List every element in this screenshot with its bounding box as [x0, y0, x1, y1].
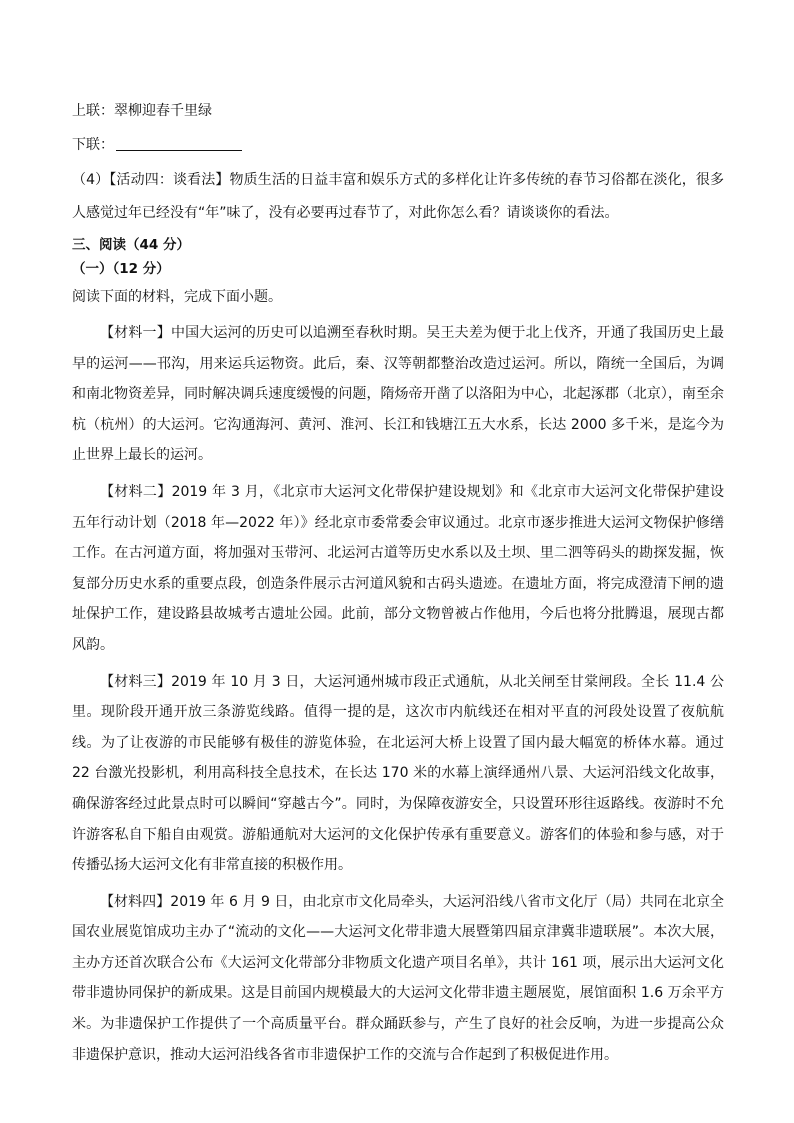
answer-blank[interactable]	[116, 136, 242, 151]
section-instruction: 阅读下面的材料，完成下面小题。	[72, 289, 282, 305]
material-three	[72, 667, 724, 881]
activity-four	[72, 164, 724, 230]
material-two-label: 【材料二】	[100, 483, 172, 500]
section-title: 三、阅读（44 分）	[72, 237, 190, 253]
material-two	[72, 477, 724, 661]
activity-four-text: 物质生活的日益丰富和娱乐方式的多样化让许多传统的春节习俗都在淡化，很多人感觉过年已经没有“年”味了，没有必要再过春节了，对此你怎么看？请谈谈你的看法。	[72, 172, 724, 221]
section-subtitle: （一）（12 分）	[72, 261, 170, 277]
couplet-lower	[72, 132, 724, 158]
couplet-upper: 上联：翠柳迎春千里绿	[72, 103, 212, 119]
material-two-text: 2019 年 3 月，《北京市大运河文化带保护建设规划》和《北京市大运河文化带保护建设五年行动计划（2018 年—2022 年）》经北京市委常委会审议通过。北京市逐步推进大运河文物保护修缮工作。在古河道方面，将加强对玉带河、北运河古道等历史水系以及土坝、里二泗等码头的勘探发掘，恢复部分历史水系的重要点段，创造条件展示古河道风貌和古码头遗迹。在遗址方面，将完成澄清下闸的遗址保护工作，建设路县故城考古遗址公园。此前，部分文物曾被占作他用，今后也将分批腾退，展现古都风韵。	[72, 483, 724, 653]
material-four	[72, 887, 724, 1071]
material-one-label: 【材料一】	[100, 325, 171, 341]
activity-four-label: （4）【活动四：谈看法】	[72, 172, 230, 188]
material-one	[72, 318, 724, 471]
material-three-text: 2019 年 10 月 3 日，大运河通州城市段正式通航，从北关闸至甘棠闸段。全长 11.4 公里。现阶段开通开放三条游览线路。值得一提的是，这次市内航线还在相对平直的河段处设置了夜航航线。为了让夜游的市民能够有极佳的游览体验，在北运河大桥上设置了国内最大幅宽的桥体水幕。通过 22 台激光投影机，利用高科技全息技术，在长达 170 米的水幕上演绎通州八景、大运河沿线文化故事，确保游客经过此景点时可以瞬间“穿越古今”。同时，为保障夜游安全，只设置环形往返路线。夜游时不允许游客私自下船自由观赏。游船通航对大运河的文化保护传承有重要意义。游客们的体验和参与感，对于传播弘扬大运河文化有非常直接的积极作用。	[72, 673, 724, 874]
material-one-text: 中国大运河的历史可以追溯至春秋时期。吴王夫差为便于北上伐齐，开通了我国历史上最早的运河——邗沟，用来运兵运物资。此后，秦、汉等朝都整治改造过运河。所以，隋统一全国后，为调和南北物资差异，同时解决调兵速度缓慢的问题，隋炀帝开凿了以洛阳为中心，北起涿郡（北京），南至余杭（杭州）的大运河。它沟通海河、黄河、淮河、长江和钱塘江五大水系，长达 2000 多千米，是迄今为止世界上最长的运河。	[72, 325, 725, 464]
material-four-label: 【材料四】	[100, 893, 171, 910]
document-content	[72, 98, 724, 1070]
couplet-lower-label: 下联：	[72, 137, 114, 153]
material-three-label: 【材料三】	[100, 673, 172, 690]
material-four-text: 2019 年 6 月 9 日，由北京市文化局牵头，大运河沿线八省市文化厅（局）共同在北京全国农业展览馆成功主办了“流动的文化——大运河文化带非遗大展暨第四届京津冀非遗联展”。本次大展，主办方还首次联合公布《大运河文化带部分非物质文化遗产项目名单》，共计 161 项，展示出大运河文化带非遗协同保护的新成果。这是目前国内规模最大的大运河文化带非遗主题展览，展馆面积 1.6 万余平方米。为非遗保护工作提供了一个高质量平台。群众踊跃参与，产生了良好的社会反响，为进一步提高公众非遗保护意识，推动大运河沿线各省市非遗保护工作的交流与合作起到了积极促进作用。	[72, 893, 725, 1063]
